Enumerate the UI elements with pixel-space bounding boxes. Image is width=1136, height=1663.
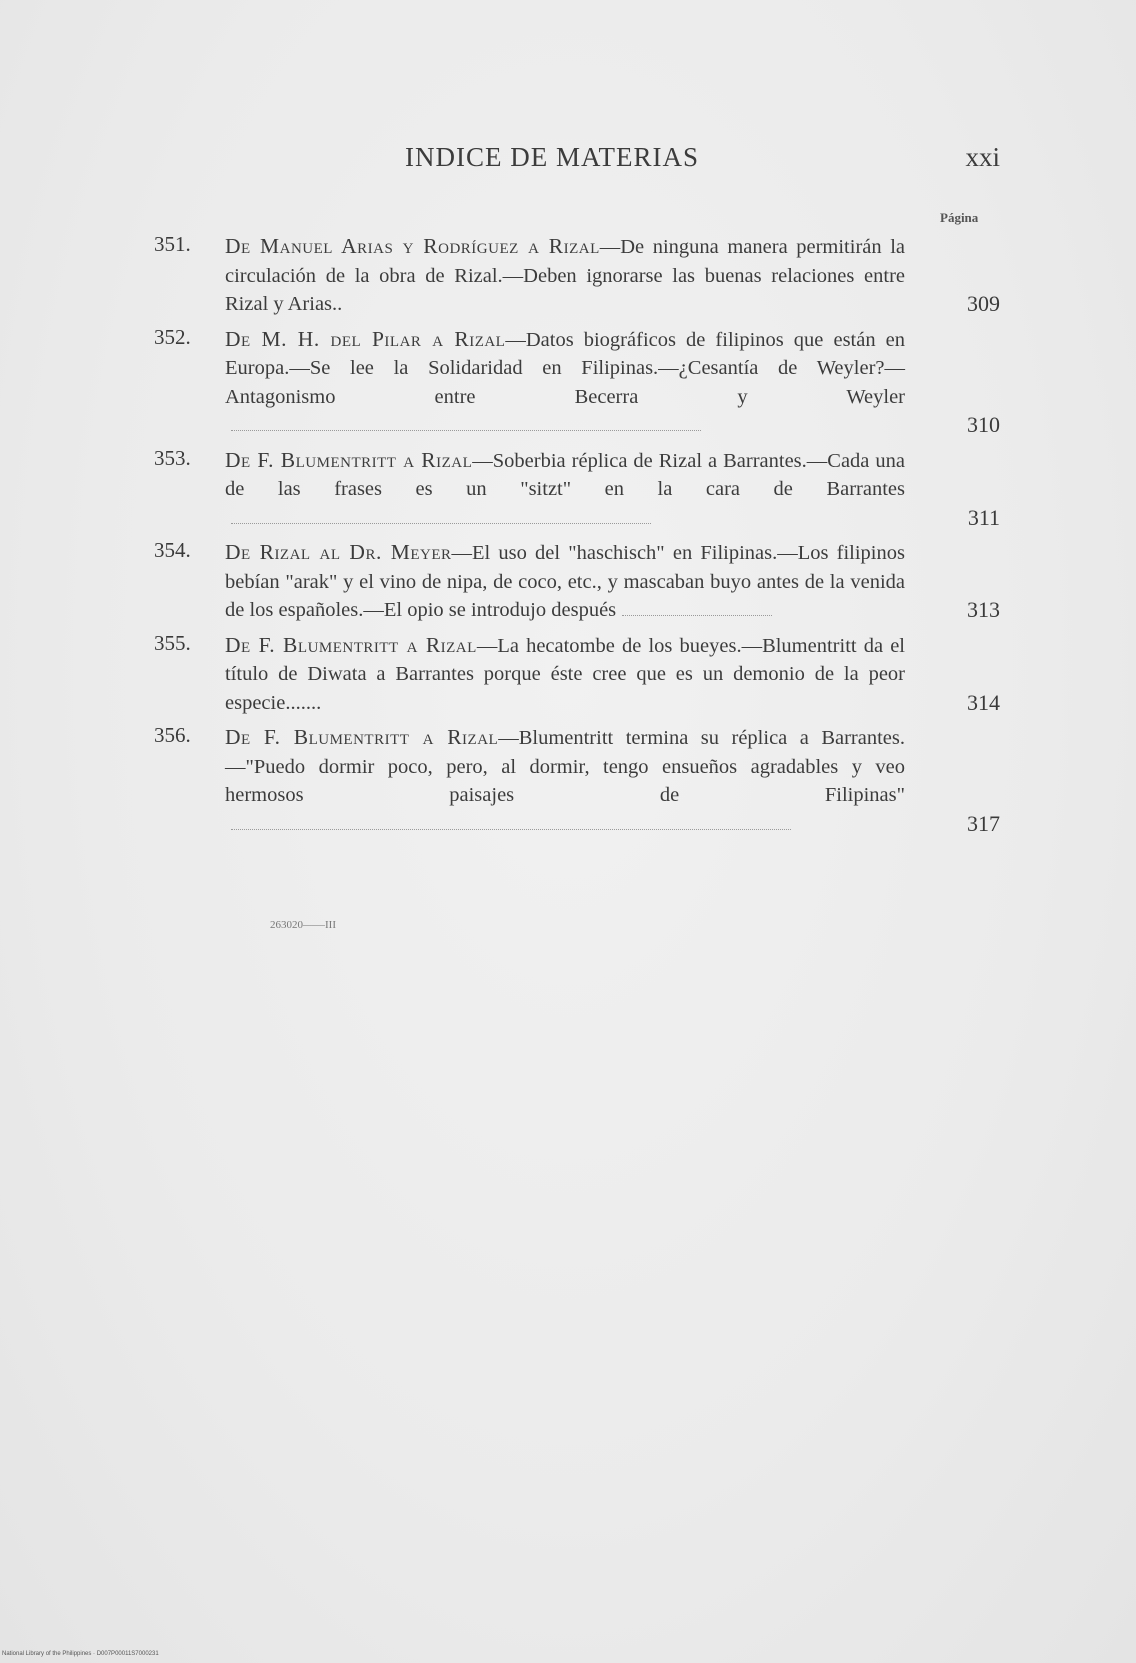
toc-entry [150, 723, 1000, 838]
dot-leader [231, 429, 701, 431]
entry-page: 313 [967, 597, 1000, 622]
printer-signature-mark: 263020——III [270, 919, 336, 931]
entry-sender: De F. Blumentritt a Rizal [225, 725, 499, 749]
dot-leader [231, 828, 791, 830]
entry-number: 352. [154, 324, 191, 349]
entry-summary: —Datos biográficos de filipinos que están en Europa.—Se lee la Solidaridad en Filipinas.—¿Cesantía de Weyler?—Antagonismo entre Becerra y Weyler [225, 328, 905, 408]
entry-number: 354. [154, 538, 191, 562]
entry-text [225, 232, 905, 319]
entry-text [225, 325, 905, 440]
entry-text [225, 723, 905, 838]
entry-sender: De Manuel Arias y Rodríguez a Rizal [225, 234, 600, 258]
dot-leader [231, 522, 651, 524]
entry-summary: —Soberbia réplica de Rizal a Barrantes.—Cada una de las frases es un "sitzt" en la cara de Barrantes [225, 449, 905, 500]
entry-summary: —De ninguna manera permitirán la circulación de la obra de Rizal.—Deben ignorarse las buenas relaciones entre Rizal y Arias.. [225, 236, 905, 315]
entry-sender: De M. H. del Pilar a Rizal [225, 326, 506, 351]
entry-text [225, 538, 905, 625]
entry-page: 317 [967, 810, 1000, 836]
running-title: INDICE DE MATERIAS [405, 142, 699, 172]
entry-sender: De F. Blumentritt a Rizal [225, 632, 477, 657]
entry-summary: —El uso del "haschisch" en Filipinas.—Los filipinos bebían "arak" y el vino de nipa, de coco, etc., y mascaban buyo antes de la venida de los españoles.—El opio se introdujo después [225, 542, 905, 621]
entry-page: 310 [967, 412, 1000, 437]
entry-summary: —La hecatombe de los bueyes.—Blumentritt da el título de Diwata a Barrantes porque éste cree que es un demonio de la peor especie....... [225, 634, 905, 714]
entry-text [225, 631, 905, 718]
entry-number: 351. [154, 232, 191, 256]
toc-entry [150, 232, 1000, 319]
entry-summary: —Blumentritt termina su réplica a Barrantes.—"Puedo dormir poco, pero, al dormir, tengo ensueños agradables y veo hermosos paisajes de Filipinas" [225, 727, 905, 806]
entry-page: 314 [967, 689, 1000, 715]
entry-number: 355. [154, 630, 191, 655]
toc-entry [150, 631, 1000, 718]
entry-page: 309 [967, 291, 1000, 316]
toc-entry [150, 538, 1000, 625]
entry-sender: De Rizal al Dr. Meyer [225, 540, 452, 564]
page-number: xxi [965, 142, 1000, 172]
entry-number: 353. [154, 445, 191, 470]
entry-number: 356. [154, 723, 191, 747]
table-of-contents [150, 232, 1000, 844]
page-header [150, 142, 1000, 182]
dot-leader [622, 614, 772, 616]
pagina-column-label: Página [940, 210, 979, 225]
entry-text [225, 446, 905, 533]
entry-sender: De F. Blumentritt a Rizal [225, 447, 473, 472]
toc-entry [150, 325, 1000, 440]
entry-page: 311 [967, 504, 1000, 530]
scan-footer-note: National Library of the Philippines · D007P00011S7000231 [2, 1651, 159, 1657]
toc-entry [150, 446, 1000, 533]
